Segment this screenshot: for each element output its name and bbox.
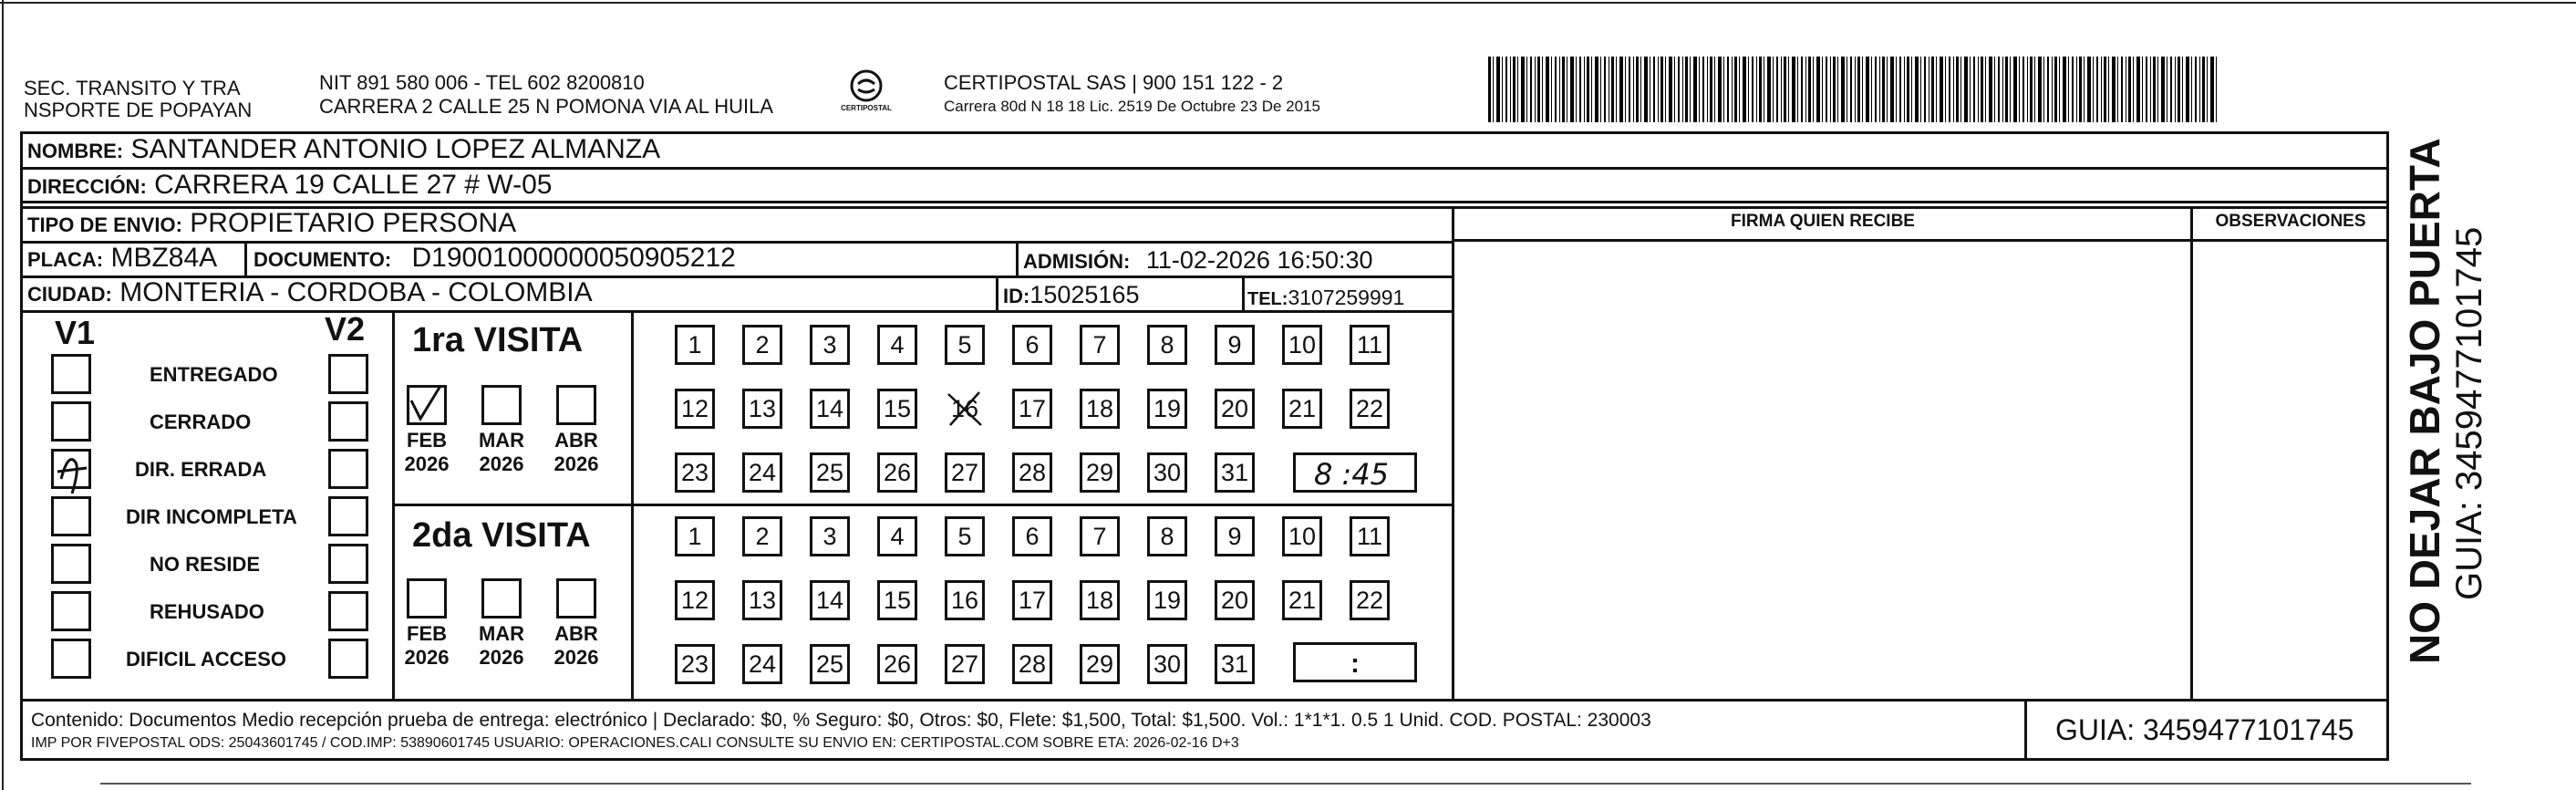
day-box[interactable] (1012, 644, 1052, 684)
document-label: DOCUMENTO: (253, 248, 392, 271)
day-box[interactable] (742, 644, 782, 684)
day-box[interactable] (945, 452, 985, 493)
footer-content-line: Contenido: Documentos Medio recepción prueba de entrega: electrónico | Declarado: $0, % Seguro: $0, Otros: $0, Flete: $1,500, Total: $1,500. Vol.: 1*1*1. 0.5 1 Unid. COD. POSTAL: 230003 (31, 710, 1651, 731)
day-box[interactable] (1080, 452, 1120, 493)
month-checkbox[interactable] (481, 385, 522, 425)
address-row (27, 170, 552, 203)
v2-header: V2 (325, 310, 366, 348)
day-number: 23 (680, 650, 709, 678)
col-line (244, 241, 247, 275)
day-box[interactable] (1215, 516, 1255, 556)
row-line (392, 504, 1454, 506)
day-number: 11 (1356, 522, 1383, 550)
day-number: 11 (1356, 330, 1383, 359)
recipient-name: SANTANDER ANTONIO LOPEZ ALMANZA (130, 134, 661, 164)
month-checkbox[interactable] (407, 385, 447, 425)
handwritten-mark-icon (45, 442, 99, 497)
month-label: FEB (407, 622, 447, 645)
day-box[interactable] (1080, 516, 1120, 556)
day-box[interactable] (1012, 516, 1052, 556)
type-row (27, 208, 516, 241)
signature-area[interactable] (1455, 243, 2190, 699)
tel-value: 3107259991 (1288, 286, 1405, 309)
visit1-time-box[interactable] (1293, 452, 1417, 493)
day-box[interactable] (1215, 580, 1255, 620)
day-box[interactable] (675, 452, 715, 493)
footer-guia: GUIA: 3459477101745 (2055, 713, 2354, 746)
day-number: 12 (680, 394, 709, 422)
day-box[interactable] (1012, 452, 1052, 493)
day-box[interactable] (810, 325, 850, 365)
status-label: DIR. ERRADA (135, 458, 267, 481)
plate-value: MBZ84A (110, 243, 218, 273)
status-label: DIR INCOMPLETA (126, 505, 297, 528)
visit2-title: 2da VISITA (412, 516, 591, 555)
month-checkbox[interactable] (481, 578, 522, 618)
day-number: 4 (890, 330, 905, 359)
city-label: CIUDAD: (27, 283, 112, 306)
year-label: 2026 (404, 646, 450, 669)
v2-checkbox[interactable] (328, 544, 368, 584)
status-label: NO RESIDE (150, 553, 261, 576)
day-box[interactable] (1282, 325, 1322, 365)
month-checkbox[interactable] (407, 578, 447, 618)
day-number: 18 (1085, 394, 1114, 422)
day-number: 29 (1085, 458, 1114, 486)
col-line (392, 310, 395, 699)
status-label: DIFICIL ACCESO (126, 648, 287, 670)
day-number: 22 (1355, 394, 1384, 422)
day-number: 27 (950, 458, 979, 486)
day-number: 16 (950, 394, 979, 422)
col-line (1452, 206, 1454, 699)
day-box[interactable] (877, 389, 917, 429)
address-label: DIRECCIÓN: (27, 175, 147, 198)
v1-checkbox[interactable] (51, 449, 91, 489)
day-box[interactable] (742, 516, 782, 556)
v2-checkbox[interactable] (328, 496, 368, 536)
row-line (20, 241, 1454, 244)
certipostal-logo (834, 68, 898, 119)
day-number: 31 (1220, 650, 1249, 678)
company-line: CERTIPOSTAL SAS | 900 151 122 - 2 (944, 71, 1284, 94)
day-number: 25 (815, 650, 844, 678)
day-box[interactable] (1282, 389, 1322, 429)
day-box[interactable] (877, 516, 917, 556)
day-number: 17 (1018, 394, 1047, 422)
recipient-address: CARRERA 19 CALLE 27 # W-05 (154, 170, 553, 200)
top-rule (0, 2, 2576, 4)
day-number: 30 (1153, 650, 1182, 678)
day-box[interactable] (877, 452, 917, 493)
day-number: 31 (1220, 458, 1249, 486)
day-box[interactable] (810, 580, 850, 620)
type-label: TIPO DE ENVIO: (27, 213, 182, 236)
day-box[interactable] (1215, 452, 1255, 493)
license-line: Carrera 80d N 18 18 Lic. 2519 De Octubre 23 De 2015 (944, 98, 1320, 115)
footer-print-line: IMP POR FIVEPOSTAL ODS: 25043601745 / COD.IMP: 53890601745 USUARIO: OPERACIONES.CALI CONSULTE SU ENVIO EN: CERTIPOSTAL.COM SOBRE ETA: 2026-02-16 D+3 (31, 735, 1239, 751)
day-number: 22 (1355, 586, 1384, 614)
document-cell (253, 243, 736, 275)
year-label: 2026 (479, 452, 524, 475)
day-number: 5 (957, 522, 972, 550)
day-number: 3 (822, 330, 837, 359)
day-box[interactable] (945, 580, 985, 620)
document-value: D19001000000050905212 (411, 243, 736, 273)
day-number: 27 (950, 650, 979, 678)
day-number: 13 (748, 586, 777, 614)
day-number: 2 (755, 522, 770, 550)
day-number: 20 (1220, 394, 1249, 422)
admission-value: 11-02-2026 16:50:30 (1145, 246, 1373, 274)
day-box[interactable] (1080, 325, 1120, 365)
day-box[interactable] (675, 325, 715, 365)
day-number: 10 (1288, 330, 1317, 359)
day-number: 26 (883, 650, 912, 678)
check-mark-icon (404, 380, 448, 424)
day-box[interactable] (1350, 325, 1390, 365)
side-guia: GUIA: 3459477101745 (2449, 226, 2489, 600)
plate-label: PLACA: (27, 248, 104, 271)
observations-header: OBSERVACIONES (2215, 212, 2366, 231)
day-box[interactable] (810, 389, 850, 429)
day-number: 12 (680, 586, 709, 614)
barcode (1488, 57, 2218, 122)
day-number: 9 (1227, 330, 1242, 359)
day-box[interactable] (1350, 580, 1390, 620)
month-label: MAR (478, 429, 525, 452)
day-number: 29 (1085, 650, 1114, 678)
day-box[interactable] (1012, 389, 1052, 429)
day-box[interactable] (742, 580, 782, 620)
day-number: 24 (748, 458, 777, 486)
day-number: 21 (1288, 586, 1317, 614)
day-number: 26 (883, 458, 912, 486)
day-box[interactable] (742, 389, 782, 429)
day-number: 24 (748, 650, 777, 678)
day-number: 20 (1220, 586, 1249, 614)
col-line (631, 310, 634, 699)
day-box[interactable] (1215, 325, 1255, 365)
col-line (996, 275, 998, 310)
month-label: MAR (478, 622, 525, 645)
plate-cell (27, 243, 217, 275)
day-number: 6 (1025, 330, 1040, 359)
day-number: 13 (748, 394, 777, 422)
id-cell (1003, 279, 1139, 312)
day-box[interactable] (1215, 389, 1255, 429)
day-number: 18 (1085, 586, 1114, 614)
day-number: 15 (883, 586, 912, 614)
issuer-line-2: NSPORTE DE POPAYAN (24, 99, 253, 121)
shipping-type: PROPIETARIO PERSONA (190, 208, 517, 238)
v1-checkbox[interactable] (51, 544, 91, 584)
city-value: MONTERIA - CORDOBA - COLOMBIA (119, 277, 593, 307)
day-number: 6 (1025, 522, 1040, 550)
v1-checkbox[interactable] (51, 401, 91, 442)
day-box[interactable] (1080, 389, 1120, 429)
day-box[interactable] (1350, 516, 1390, 556)
day-box[interactable] (1147, 644, 1187, 684)
day-number: 19 (1153, 394, 1182, 422)
visit2-time-box[interactable] (1293, 642, 1417, 682)
day-number: 25 (815, 458, 844, 486)
day-box[interactable] (877, 325, 917, 365)
col-line (1242, 275, 1245, 310)
day-box[interactable] (1147, 580, 1187, 620)
side-warning: NO DEJAR BAJO PUERTA (2401, 138, 2448, 664)
day-number: 7 (1092, 522, 1107, 550)
day-box[interactable] (1147, 389, 1187, 429)
v1-checkbox[interactable] (51, 496, 91, 536)
day-box[interactable] (877, 580, 917, 620)
admission-cell (1023, 244, 1373, 277)
day-box[interactable] (945, 516, 985, 556)
visit2-time: : (1350, 649, 1360, 679)
id-label: ID: (1003, 285, 1030, 307)
year-label: 2026 (553, 646, 599, 669)
day-number: 14 (815, 394, 844, 422)
visit1-time: 8 :45 (1314, 457, 1390, 492)
day-number: 8 (1160, 522, 1174, 550)
tel-cell (1247, 282, 1404, 315)
day-number: 16 (950, 586, 979, 614)
visit1-title: 1ra VISITA (412, 321, 584, 359)
day-box[interactable] (675, 389, 715, 429)
day-box[interactable] (1080, 580, 1120, 620)
day-box[interactable] (1080, 644, 1120, 684)
year-label: 2026 (479, 646, 524, 669)
col-line (2190, 206, 2193, 699)
v1-checkbox[interactable] (51, 591, 91, 631)
day-box[interactable] (1215, 644, 1255, 684)
day-box[interactable] (810, 516, 850, 556)
address-line: CARRERA 2 CALLE 25 N POMONA VIA AL HUILA (319, 95, 774, 118)
day-box[interactable] (945, 389, 985, 429)
day-number: 8 (1160, 330, 1174, 359)
day-number: 17 (1018, 586, 1047, 614)
day-number: 30 (1153, 458, 1182, 486)
v2-checkbox[interactable] (328, 591, 368, 631)
name-row (27, 134, 660, 167)
day-number: 3 (822, 522, 837, 550)
day-number: 9 (1227, 522, 1242, 550)
day-box[interactable] (742, 452, 782, 493)
day-box[interactable] (810, 452, 850, 493)
v2-checkbox[interactable] (328, 401, 368, 442)
admission-label: ADMISIÓN: (1023, 250, 1131, 273)
v2-checkbox[interactable] (328, 449, 368, 489)
day-number: 19 (1153, 586, 1182, 614)
day-box[interactable] (1282, 580, 1322, 620)
day-box[interactable] (1282, 516, 1322, 556)
status-label: REHUSADO (150, 600, 264, 623)
day-box[interactable] (742, 325, 782, 365)
day-box[interactable] (945, 325, 985, 365)
day-number: 4 (890, 522, 905, 550)
day-number: 14 (815, 586, 844, 614)
day-number: 15 (883, 394, 912, 422)
day-box[interactable] (810, 644, 850, 684)
day-box[interactable] (1147, 452, 1187, 493)
day-number: 2 (755, 330, 770, 359)
logo-text: CERTIPOSTAL (841, 104, 892, 112)
month-checkbox[interactable] (556, 385, 596, 425)
day-box[interactable] (1350, 389, 1390, 429)
month-label: ABR (554, 622, 598, 645)
issuer-line-1: SEC. TRANSITO Y TRA (24, 77, 241, 99)
name-label: NOMBRE: (27, 140, 124, 162)
month-label: FEB (407, 429, 447, 452)
id-value: 15025165 (1029, 281, 1140, 308)
signature-header: FIRMA QUIEN RECIBE (1731, 212, 1915, 231)
day-number: 28 (1018, 458, 1047, 486)
day-number: 1 (688, 330, 702, 359)
day-box[interactable] (675, 580, 715, 620)
status-label: ENTREGADO (150, 363, 278, 386)
year-label: 2026 (404, 452, 450, 475)
day-box[interactable] (945, 644, 985, 684)
day-box[interactable] (1147, 325, 1187, 365)
bottom-rule (100, 783, 2471, 785)
month-label: ABR (554, 429, 598, 452)
day-number: 1 (688, 522, 702, 550)
col-line (1016, 241, 1019, 275)
day-box[interactable] (877, 644, 917, 684)
observations-area[interactable] (2194, 243, 2387, 699)
v1-checkbox[interactable] (51, 639, 91, 679)
day-box[interactable] (675, 644, 715, 684)
col-line (2024, 699, 2027, 761)
v2-checkbox[interactable] (328, 354, 368, 394)
v2-checkbox[interactable] (328, 639, 368, 679)
nit-line: NIT 891 580 006 - TEL 602 8200810 (319, 71, 645, 94)
row-line (20, 699, 2389, 702)
row-line (1452, 239, 2389, 242)
cross-mark-icon (945, 389, 985, 429)
day-box[interactable] (1012, 580, 1052, 620)
day-number: 21 (1288, 394, 1317, 422)
year-label: 2026 (553, 452, 599, 475)
day-box[interactable] (675, 516, 715, 556)
day-number: 7 (1092, 330, 1107, 359)
month-checkbox[interactable] (556, 578, 596, 618)
day-number: 5 (957, 330, 972, 359)
row-line (20, 310, 1454, 313)
day-box[interactable] (1012, 325, 1052, 365)
status-label: CERRADO (150, 411, 252, 433)
city-cell (27, 277, 593, 310)
day-box[interactable] (1147, 516, 1187, 556)
v1-header: V1 (55, 314, 96, 351)
left-edge (2, 0, 4, 790)
day-number: 23 (680, 458, 709, 486)
tel-label: TEL: (1247, 289, 1288, 309)
day-number: 10 (1288, 522, 1317, 550)
day-number: 28 (1018, 650, 1047, 678)
v1-checkbox[interactable] (51, 354, 91, 394)
